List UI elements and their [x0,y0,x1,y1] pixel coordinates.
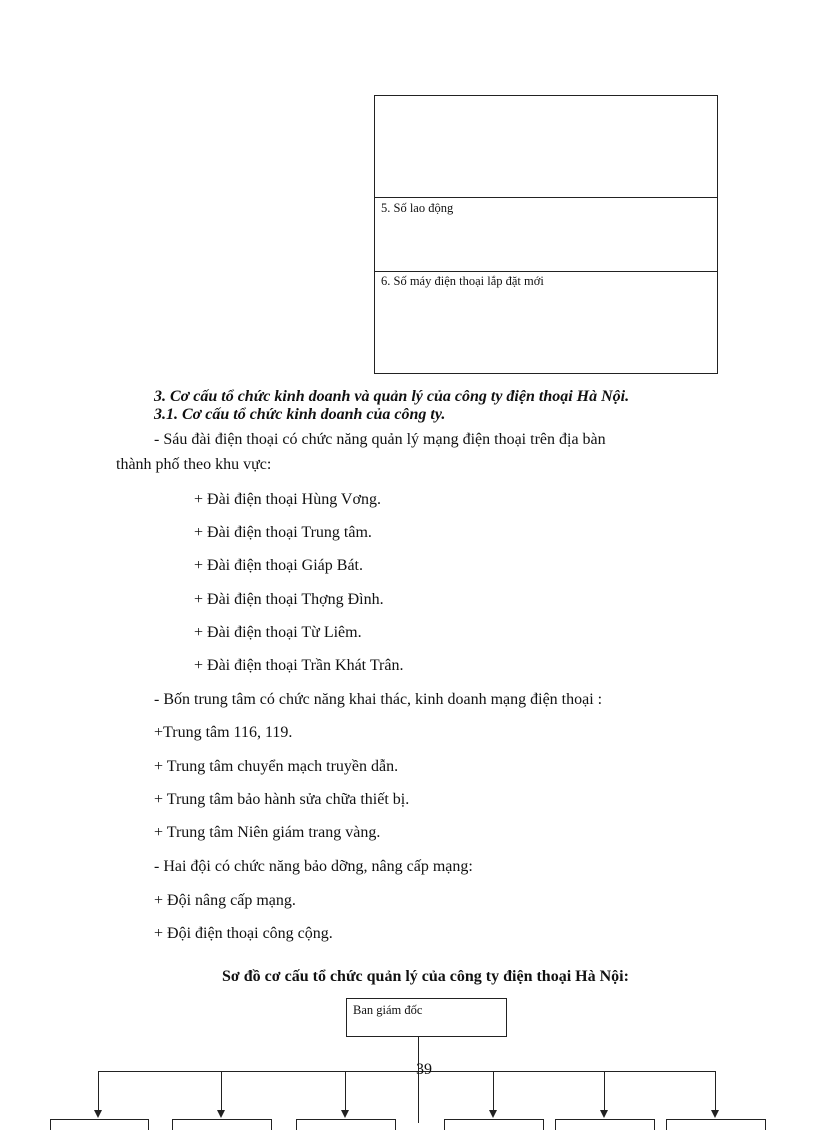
section-heading: 3. Cơ cấu tổ chức kinh doanh và quản lý của công ty điện thoại Hà Nội. [154,388,630,405]
list-item: + Trung tâm Niên giám trang vàng. [154,824,381,841]
list-item: + Đội nâng cấp mạng. [154,892,296,909]
department-box [555,1119,655,1130]
connector-line [98,1071,716,1072]
arrow-down-icon [600,1110,608,1118]
connector-line [345,1071,346,1111]
arrow-down-icon [94,1110,102,1118]
trung-tam-intro: - Bốn trung tâm có chức năng khai thác, kinh doanh mạng điện thoại : [154,691,603,708]
list-item: +Trung tâm 116, 119. [154,724,293,741]
connector-line [604,1071,605,1111]
table-cell-new-phones: 6. Số máy điện thoại lắp đặt mới [381,274,544,288]
list-item: + Đội điện thoại công cộng. [154,925,333,942]
department-box [666,1119,766,1130]
connector-line [715,1071,716,1111]
arrow-down-icon [711,1110,719,1118]
list-item: + Đài điện thoại Trung tâm. [194,524,372,541]
list-item: + Đài điện thoại Hùng Vơng. [194,491,381,508]
intro-paragraph-line1: - Sáu đài điện thoại có chức năng quản lý mạng điện thoại trên địa bàn [154,431,606,448]
department-box [444,1119,544,1130]
list-item: + Đài điện thoại Trần Khát Trân. [194,657,404,674]
connector-line [98,1071,99,1111]
department-box [50,1119,149,1130]
board-of-directors-label: Ban giám đốc [353,1003,423,1017]
arrow-down-icon [217,1110,225,1118]
connector-line [221,1071,222,1111]
table-row-divider [375,197,717,198]
org-chart-title: Sơ đồ cơ cấu tổ chức quản lý của công ty điện thoại Hà Nội: [222,968,629,985]
list-item: + Trung tâm bảo hành sửa chữa thiết bị. [154,791,410,808]
page-number: 39 [416,1061,432,1078]
list-item: + Đài điện thoại Từ Liêm. [194,624,362,641]
department-box [172,1119,272,1130]
arrow-down-icon [489,1110,497,1118]
table-cell-labor: 5. Số lao động [381,201,454,215]
list-item: + Đài điện thoại Thợng Đình. [194,591,384,608]
indicator-table [374,95,718,374]
list-item: + Trung tâm chuyển mạch truyền dẫn. [154,758,399,775]
table-row-divider [375,271,717,272]
connector-line [418,1036,419,1123]
section-subheading: 3.1. Cơ cấu tổ chức kinh doanh của công ty. [154,406,446,423]
list-item: + Đài điện thoại Giáp Bát. [194,557,363,574]
department-box [296,1119,396,1130]
doi-intro: - Hai đội có chức năng bảo dỡng, nâng cấp mạng: [154,858,473,875]
board-of-directors-box [346,998,507,1037]
intro-paragraph-line2: thành phố theo khu vực: [116,456,272,473]
connector-line [493,1071,494,1111]
arrow-down-icon [341,1110,349,1118]
